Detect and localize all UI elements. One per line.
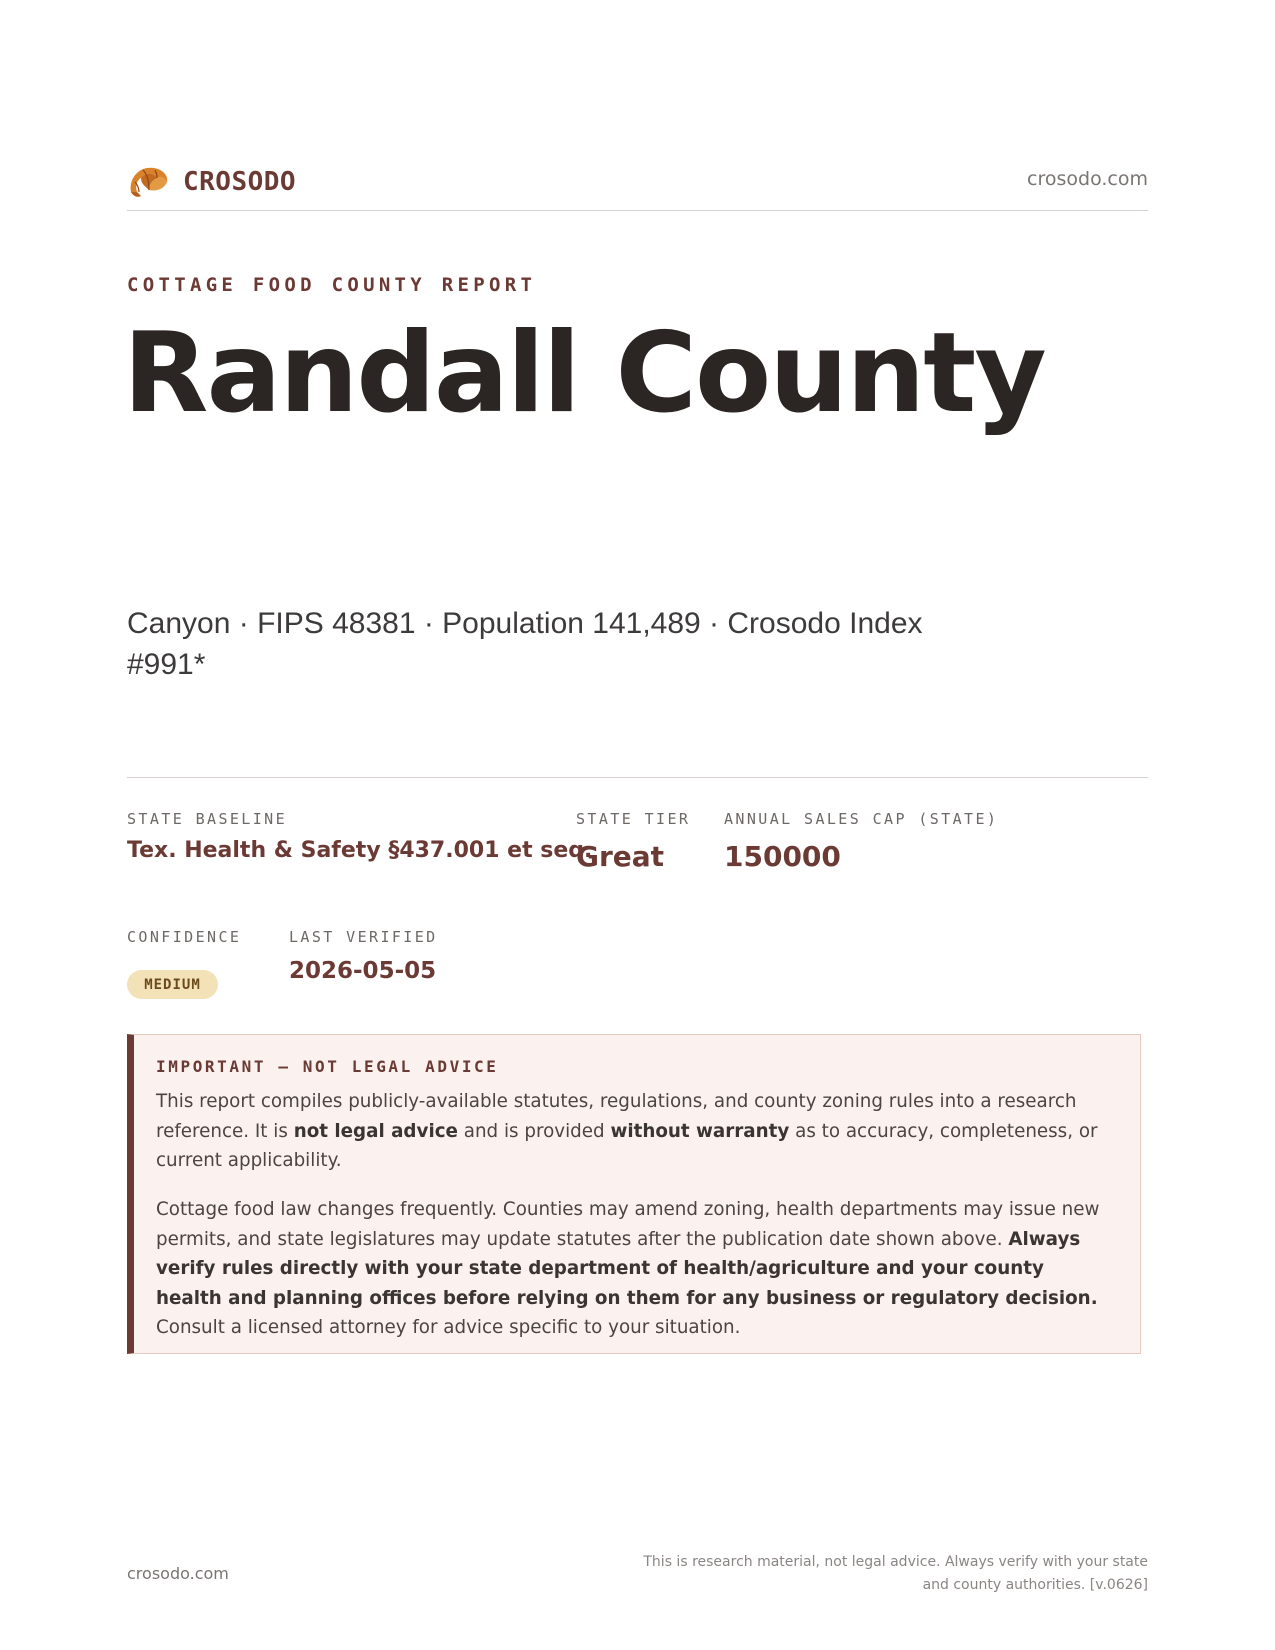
report-type-label: COTTAGE FOOD COUNTY REPORT bbox=[127, 274, 537, 296]
legal-notice-box bbox=[127, 1034, 1141, 1354]
section-divider bbox=[127, 777, 1148, 778]
confidence-label: CONFIDENCE bbox=[127, 928, 242, 946]
notice-title: IMPORTANT — NOT LEGAL ADVICE bbox=[156, 1057, 499, 1076]
brand[interactable] bbox=[127, 162, 296, 202]
footer-disclaimer-line-2: and county authorities. [v.0626] bbox=[922, 1577, 1148, 1593]
croissant-icon bbox=[127, 162, 171, 202]
state-baseline-label: STATE BASELINE bbox=[127, 810, 288, 828]
last-verified-value: 2026-05-05 bbox=[289, 958, 437, 984]
site-url-link[interactable]: crosodo.com bbox=[1027, 168, 1148, 190]
county-subtitle: Canyon · FIPS 48381 · Population 141,489 · Crosodo Index #991* bbox=[127, 607, 923, 681]
report-page bbox=[123, 0, 1148, 1650]
sales-cap-label: ANNUAL SALES CAP (STATE) bbox=[724, 810, 999, 828]
state-baseline-value: Tex. Health & Safety §437.001 et seq. bbox=[127, 838, 593, 863]
footer-disclaimer bbox=[628, 1551, 1148, 1597]
sales-cap-value: 150000 bbox=[724, 840, 841, 873]
notice-paragraph-1: This report compiles publicly-available statutes, regulations, and county zoning rules into a research reference. It is not legal advice and is provided without warranty as to accuracy, completeness, or current applicability. bbox=[156, 1091, 1098, 1171]
brand-name: CROSODO bbox=[183, 167, 297, 197]
page-header bbox=[127, 158, 1148, 211]
page-title: Randall County bbox=[123, 309, 1045, 438]
state-tier-value: Great bbox=[576, 840, 665, 873]
state-tier-label: STATE TIER bbox=[576, 810, 691, 828]
footer-site-url[interactable]: crosodo.com bbox=[127, 1564, 229, 1583]
footer-disclaimer-line-1: This is research material, not legal advice. Always verify with your state bbox=[643, 1554, 1148, 1570]
notice-paragraph-2: Cottage food law changes frequently. Counties may amend zoning, health departments may issue new permits, and state legislatures may update statutes after the publication date shown above. Always verify rules directly with your state department of health/agriculture and your county health and planning offices before relying on them for any business or regulatory decision. Consult a licensed attorney for advice specific to your situation. bbox=[156, 1199, 1100, 1338]
confidence-badge: MEDIUM bbox=[127, 970, 218, 999]
last-verified-label: LAST VERIFIED bbox=[289, 928, 438, 946]
